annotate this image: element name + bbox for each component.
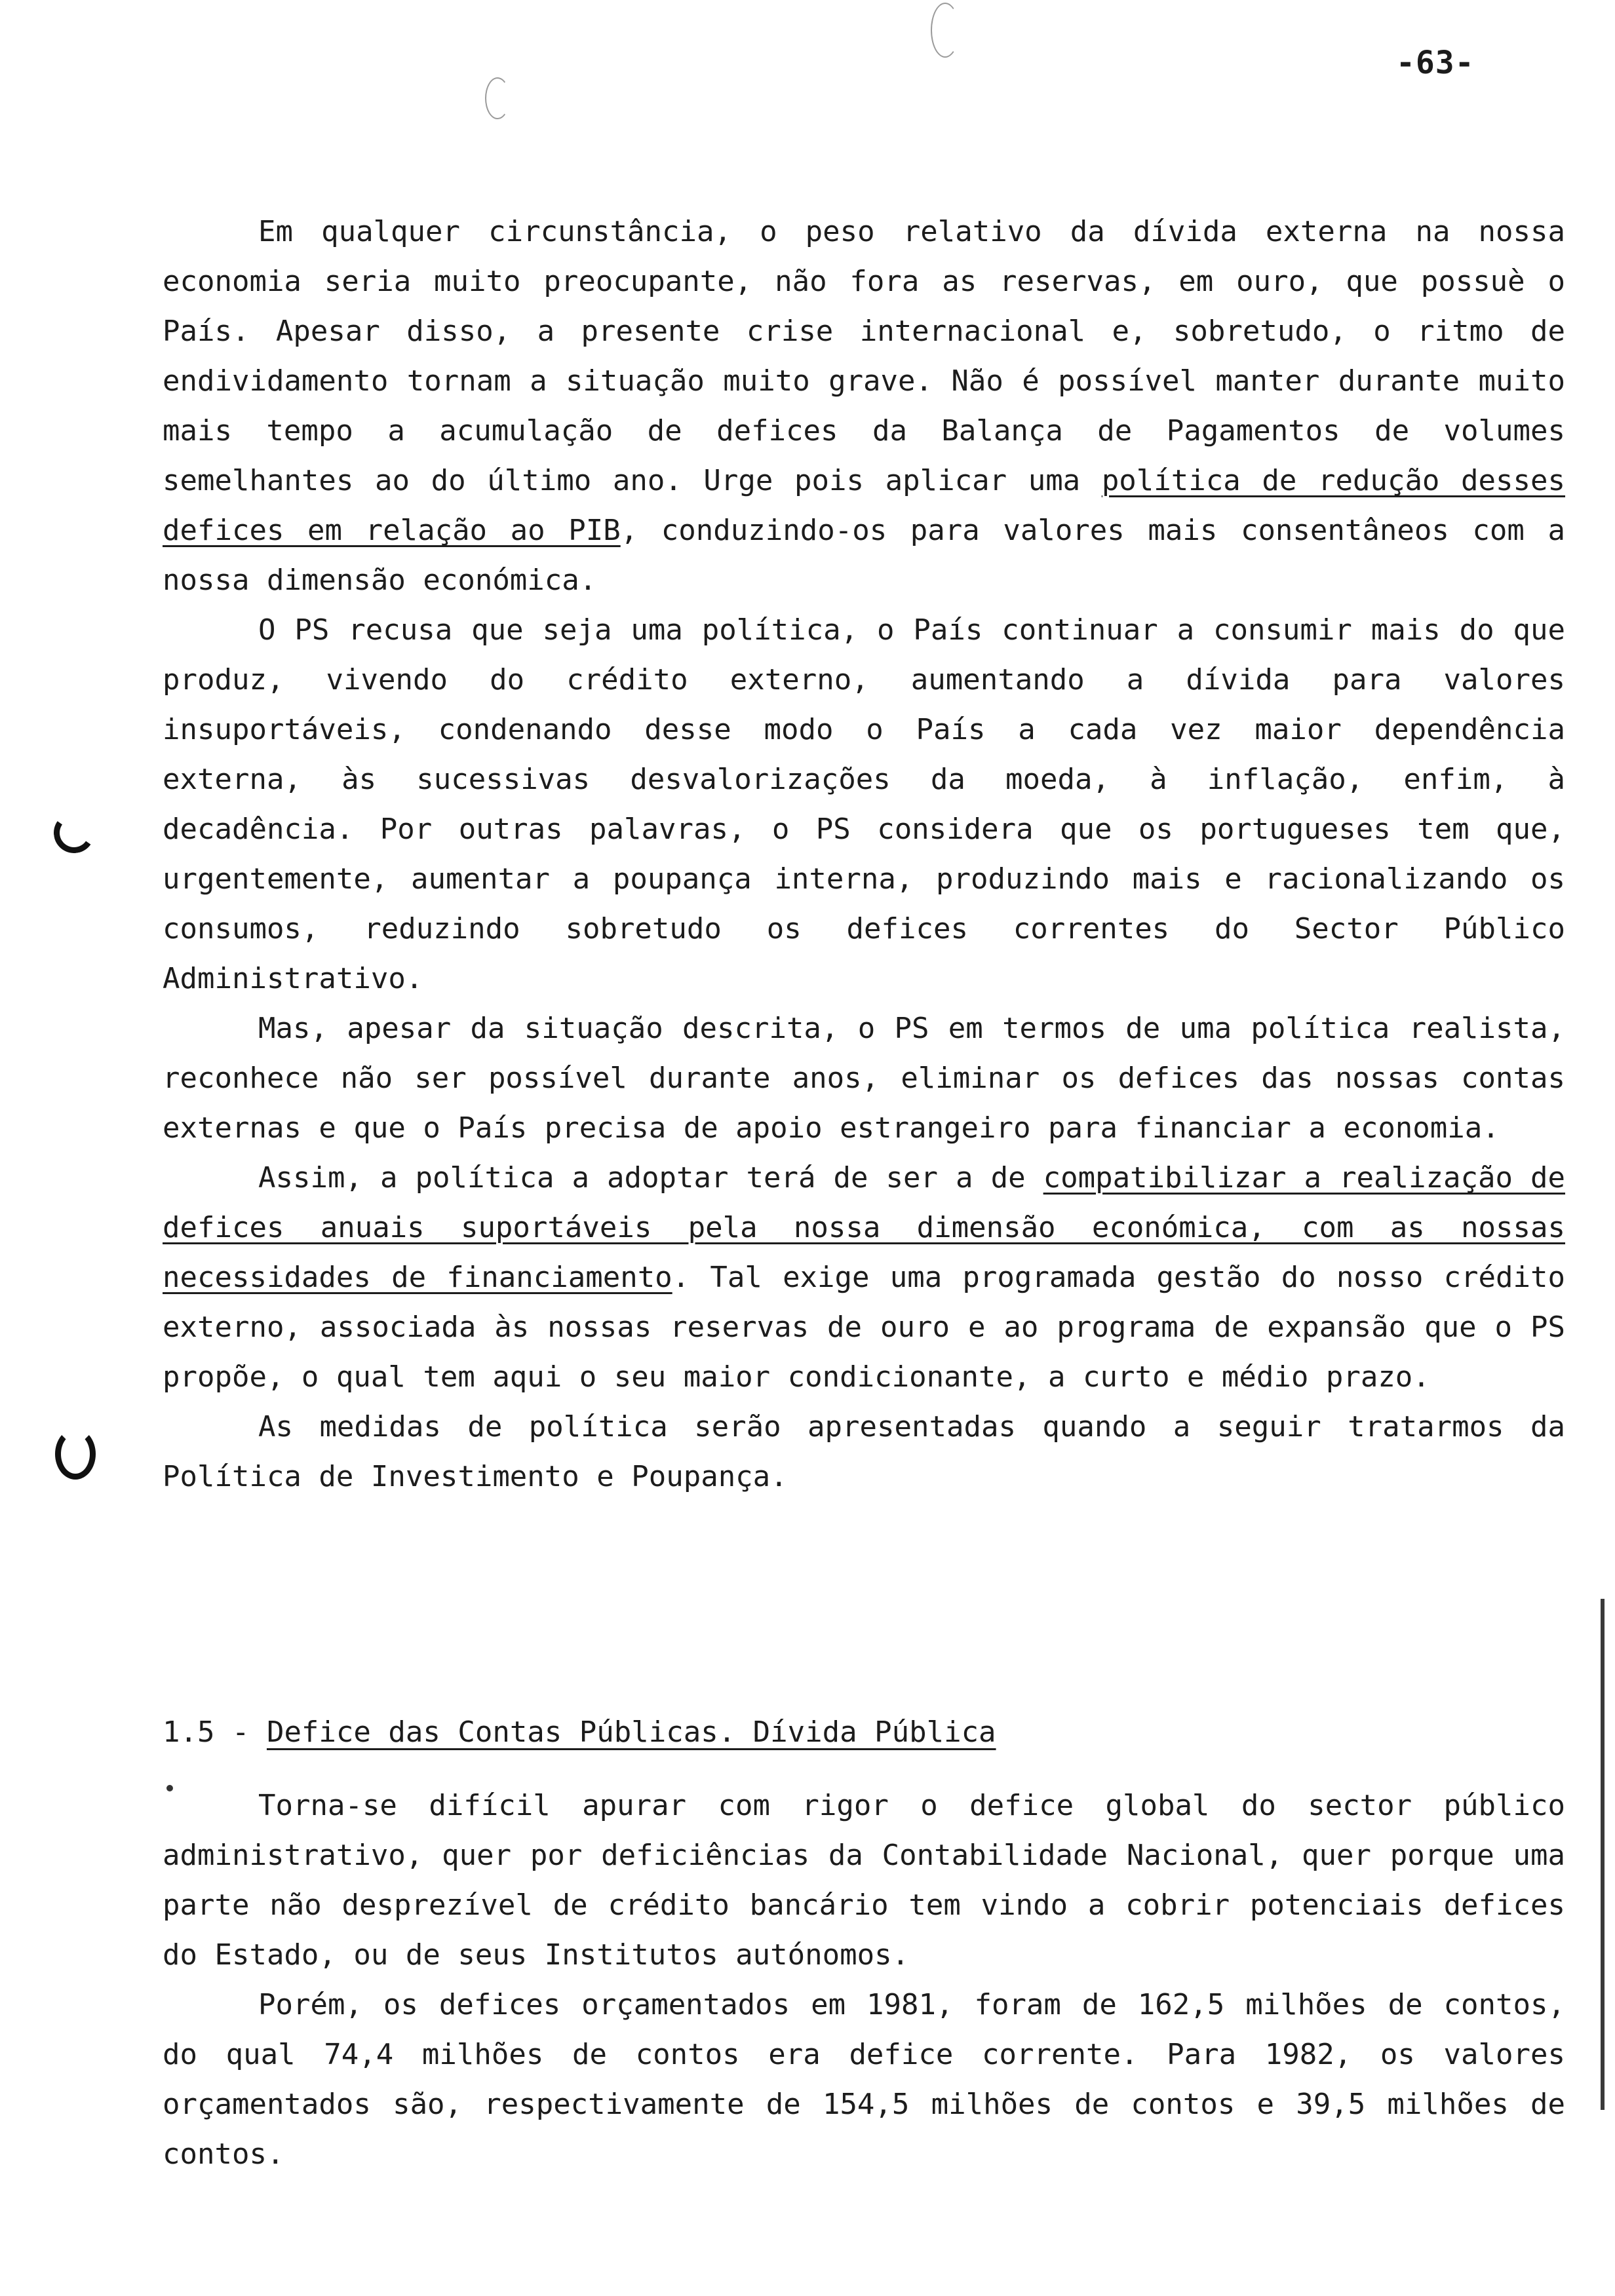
text-segment: As medidas de política serão apresentadas quando a seguir tratarmos da Política de Investimento e Poupança. <box>163 1410 1565 1493</box>
scan-edge-line <box>1601 1599 1605 2110</box>
text-segment: . Tal exige uma programada gestão do nosso crédito externo, associada às nossas reservas de ouro e ao programa de expansão que o PS propõe, o qual tem aqui o seu maior condicionante, a curto e médio prazo. <box>163 1261 1565 1394</box>
paragraph-deficit-difficulty: Torna-se difícil apurar com rigor o defice global do sector público administrativo, quer por deficiências da Contabilidade Nacional, quer porque uma parte não desprezível de crédito bancário tem vindo a cobrir potenciais defices do Estado, ou de seus Institutos autónomos. <box>163 1789 1565 1972</box>
section-heading <box>163 1708 1565 1757</box>
text-segment: Em qualquer circunstância, o peso relativo da dívida externa na nossa economia seria muito preocupante, não fora as reservas, em ouro, que possuè o País. Apesar disso, a presente crise internacional e, sobretudo, o ritmo de endividamento tornam a situação muito grave. Não é possível manter durante muito mais tempo a acumulação de defices da Balança de Pagamentos de volumes semelhantes ao do último ano. Urge pois aplicar uma <box>163 215 1565 497</box>
text-segment: , conduzindo-os para valores mais consentâneos com a nossa dimensão económica. <box>163 514 1565 597</box>
punch-hole-mark-lower <box>55 1428 96 1480</box>
scan-mark-top-left <box>485 77 510 119</box>
underlined-phrase: política de redução desses defices em relação ao PIB <box>163 464 1565 547</box>
text-segment: Mas, apesar da situação descrita, o PS em termos de uma política realista, reconhece não ser possível durante anos, eliminar os defices das nossas contas externas e que o País precisa de apoio estrangeiro para financiar a economia. <box>163 1012 1565 1145</box>
scan-mark-top-center <box>931 3 960 58</box>
section-block <box>163 1708 1565 2179</box>
section-title: Defice das Contas Públicas. Dívida Pública <box>266 1715 996 1749</box>
paragraph-external-debt <box>163 207 1565 605</box>
section-number: 1.5 - <box>163 1715 250 1749</box>
paragraph-compatibilize <box>163 1153 1565 1402</box>
paragraph-budget-figures: Porém, os defices orçamentados em 1981, foram de 162,5 milhões de contos, do qual 74,4 milhões de contos era defice corrente. Para 1982, os valores orçamentados são, respectivamente de 154,5 milhões de contos e 39,5 milhões de contos. <box>163 1988 1565 2171</box>
text-segment: Assim, a política a adoptar terá de ser a de <box>258 1161 1043 1195</box>
paragraph-policy-measures <box>163 1402 1565 1502</box>
paragraph-ps-refuses <box>163 605 1565 1004</box>
punch-hole-mark-upper <box>50 809 98 856</box>
paragraph-realist-policy <box>163 1004 1565 1153</box>
underlined-phrase: compatibilizar a realização de defices anuais suportáveis pela nossa dimensão económica, com as nossas necessidades de financiamento <box>163 1161 1565 1294</box>
text-segment: O PS recusa que seja uma política, o País continuar a consumir mais do que produz, vivendo do crédito externo, aumentando a dívida para valores insuportáveis, condenando desse modo o País a cada vez maior dependência externa, às sucessivas desvalorizações da moeda, à inflação, enfim, à decadência. Por outras palavras, o PS considera que os portugueses tem que, urgentemente, aumentar a poupança interna, produzindo mais e racionalizando os consumos, reduzindo sobretudo os defices correntes do Sector Público Administrativo. <box>163 613 1565 995</box>
body-text <box>163 207 1565 1502</box>
page-number: -63- <box>1396 45 1475 81</box>
